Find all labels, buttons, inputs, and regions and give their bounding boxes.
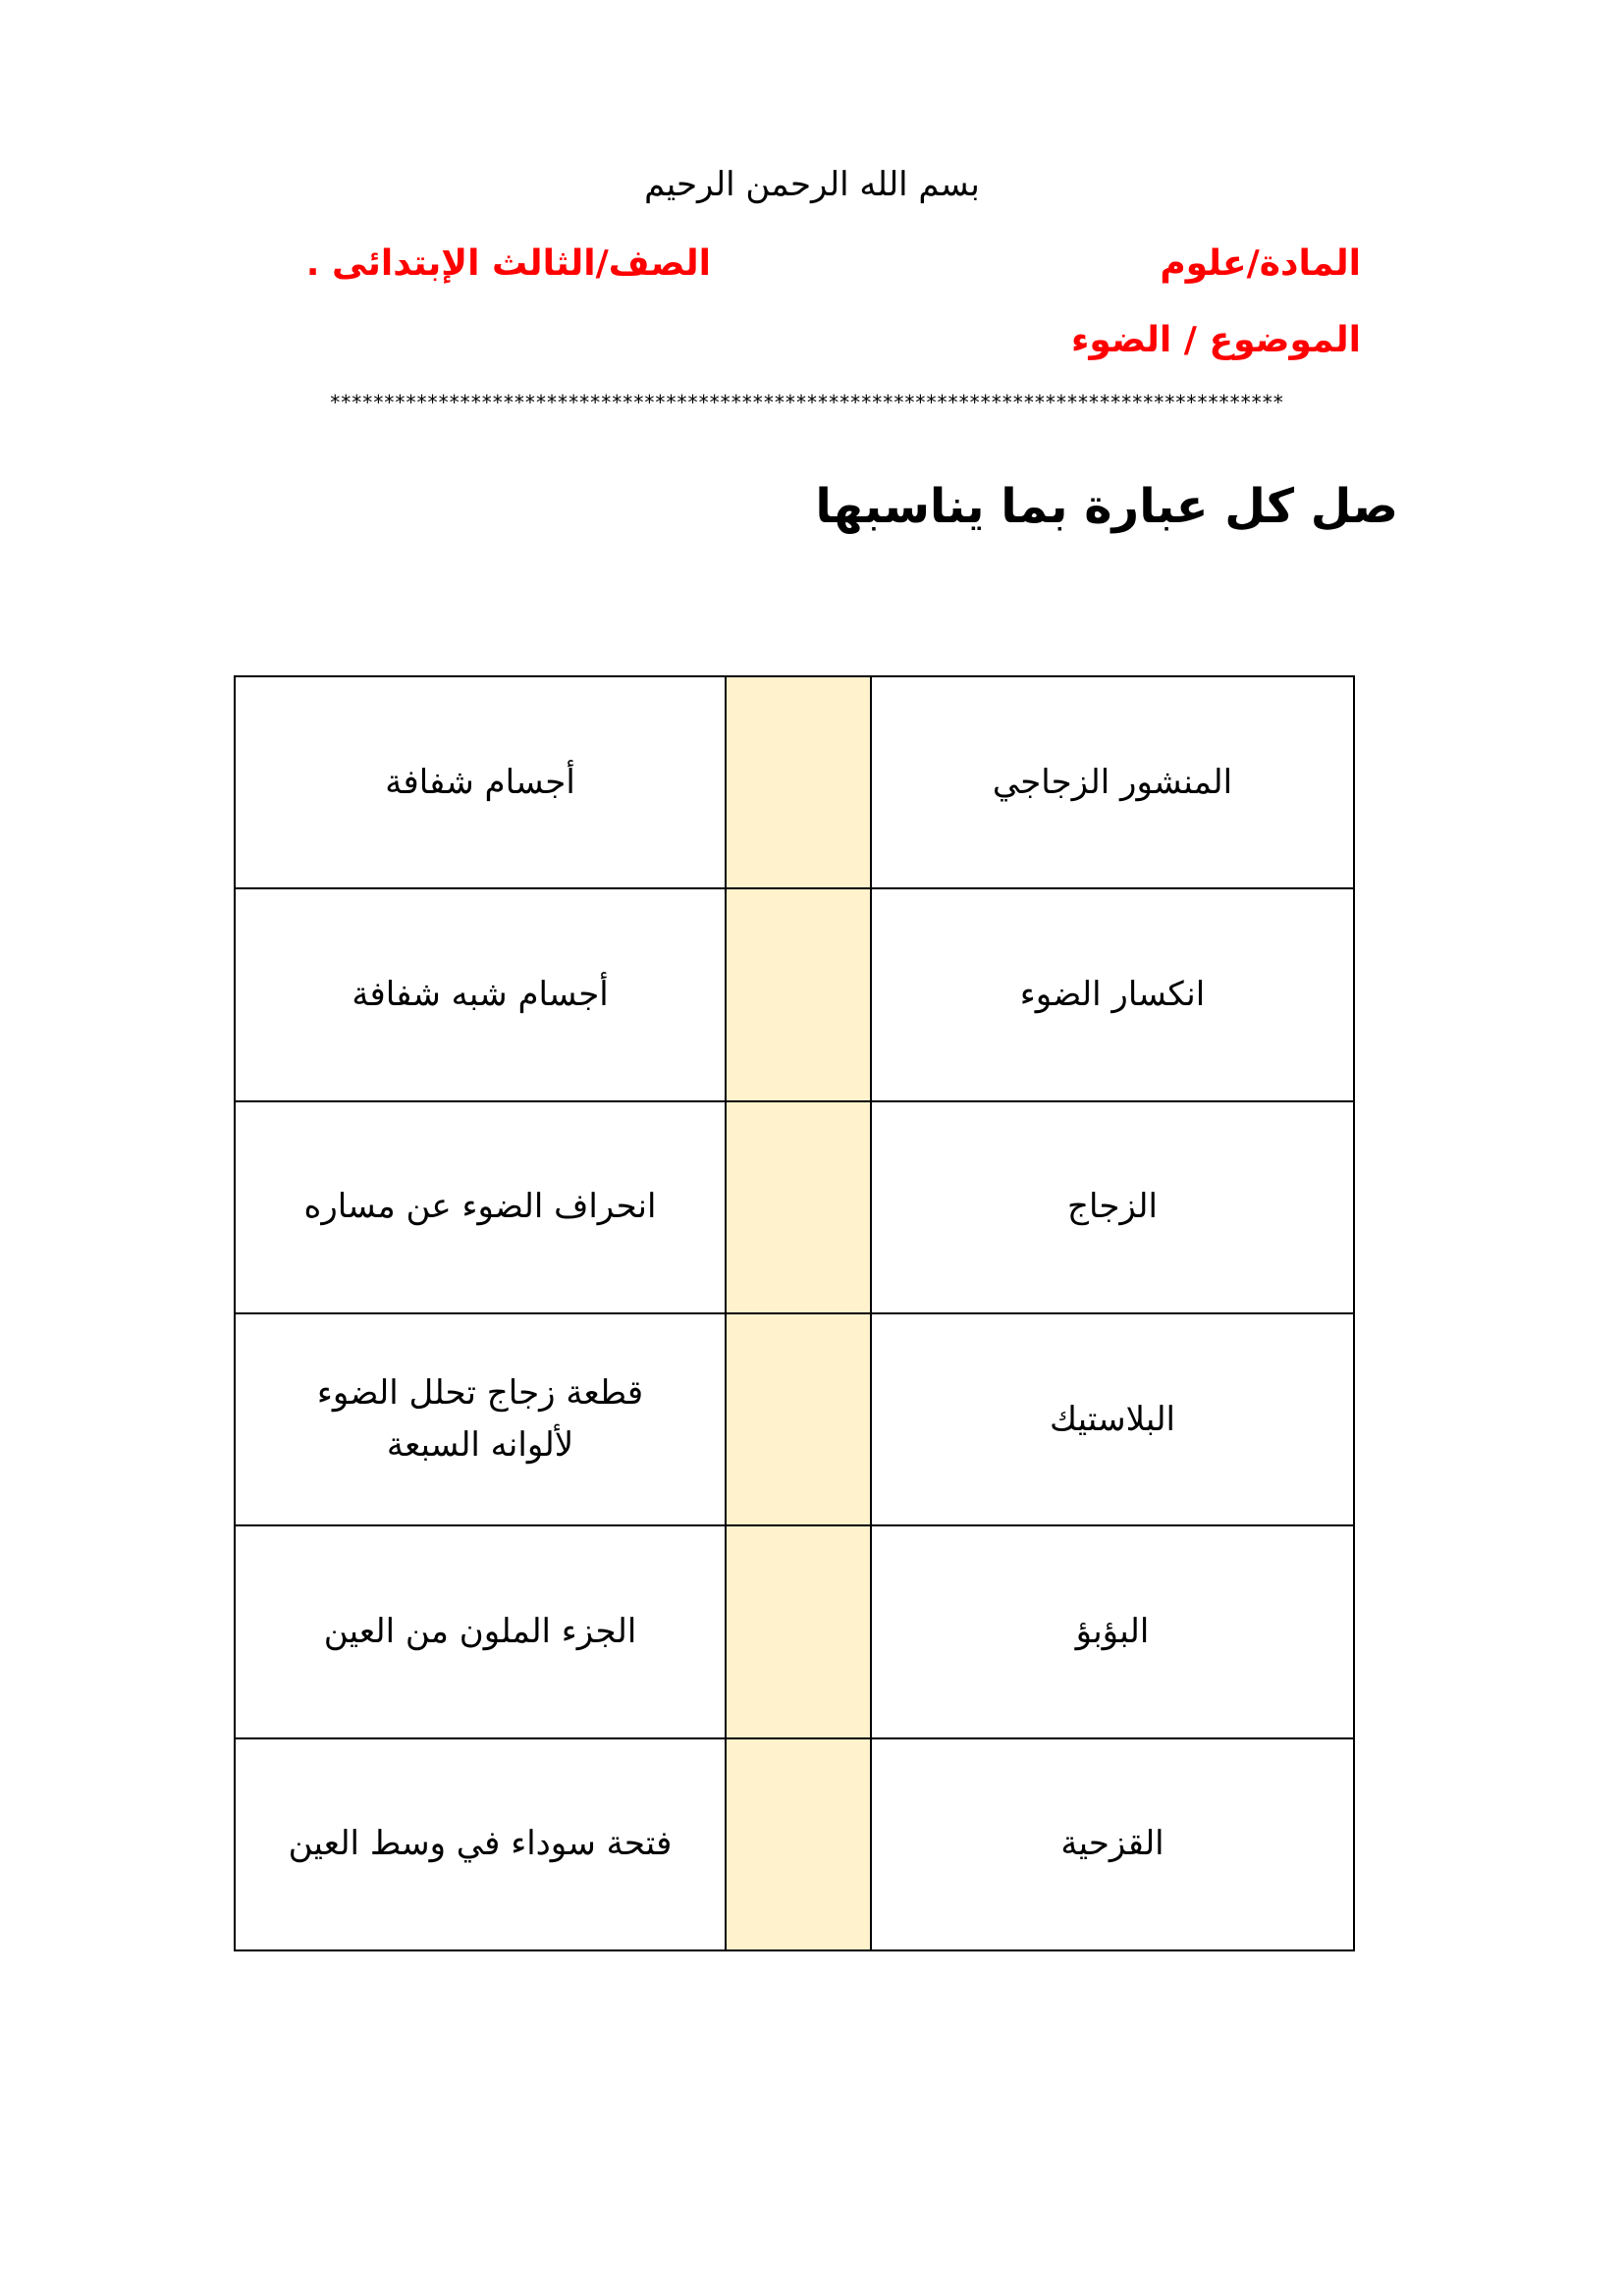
answer-space-cell [726, 1738, 871, 1950]
basmala-heading: بسم الله الرحمن الرحيم [644, 165, 980, 204]
answer-space-cell [726, 1101, 871, 1313]
term-cell: الزجاج [871, 1101, 1354, 1313]
table-row [235, 888, 1354, 1100]
answer-space-cell [726, 888, 871, 1100]
answer-space-cell [726, 676, 871, 888]
answer-space-cell [726, 1525, 871, 1737]
matching-table [234, 675, 1355, 1951]
definition-cell: الجزء الملون من العين [235, 1525, 726, 1737]
table-row [235, 1101, 1354, 1313]
asterisk-separator: **************************************************************************************** [329, 391, 1283, 414]
definition-cell: أجسام شفافة [235, 676, 726, 888]
topic-label: الموضوع / الضوء [1070, 320, 1361, 360]
subject-label: المادة/علوم [1160, 243, 1361, 284]
exercise-instruction: صل كل عبارة بما يناسبها [815, 479, 1398, 534]
term-cell: البلاستيك [871, 1313, 1354, 1525]
table-row [235, 1313, 1354, 1525]
definition-cell: فتحة سوداء في وسط العين [235, 1738, 726, 1950]
answer-space-cell [726, 1313, 871, 1525]
table-row [235, 1525, 1354, 1737]
definition-cell: انحراف الضوء عن مساره [235, 1101, 726, 1313]
grade-label: الصف/الثالث الإبتدائى . [305, 243, 711, 284]
term-cell: القزحية [871, 1738, 1354, 1950]
term-cell: البؤبؤ [871, 1525, 1354, 1737]
term-cell: انكسار الضوء [871, 888, 1354, 1100]
term-cell: المنشور الزجاجي [871, 676, 1354, 888]
table-row [235, 676, 1354, 888]
definition-cell: قطعة زجاج تحلل الضوء لألوانه السبعة [235, 1313, 726, 1525]
definition-cell: أجسام شبه شفافة [235, 888, 726, 1100]
table-row [235, 1738, 1354, 1950]
